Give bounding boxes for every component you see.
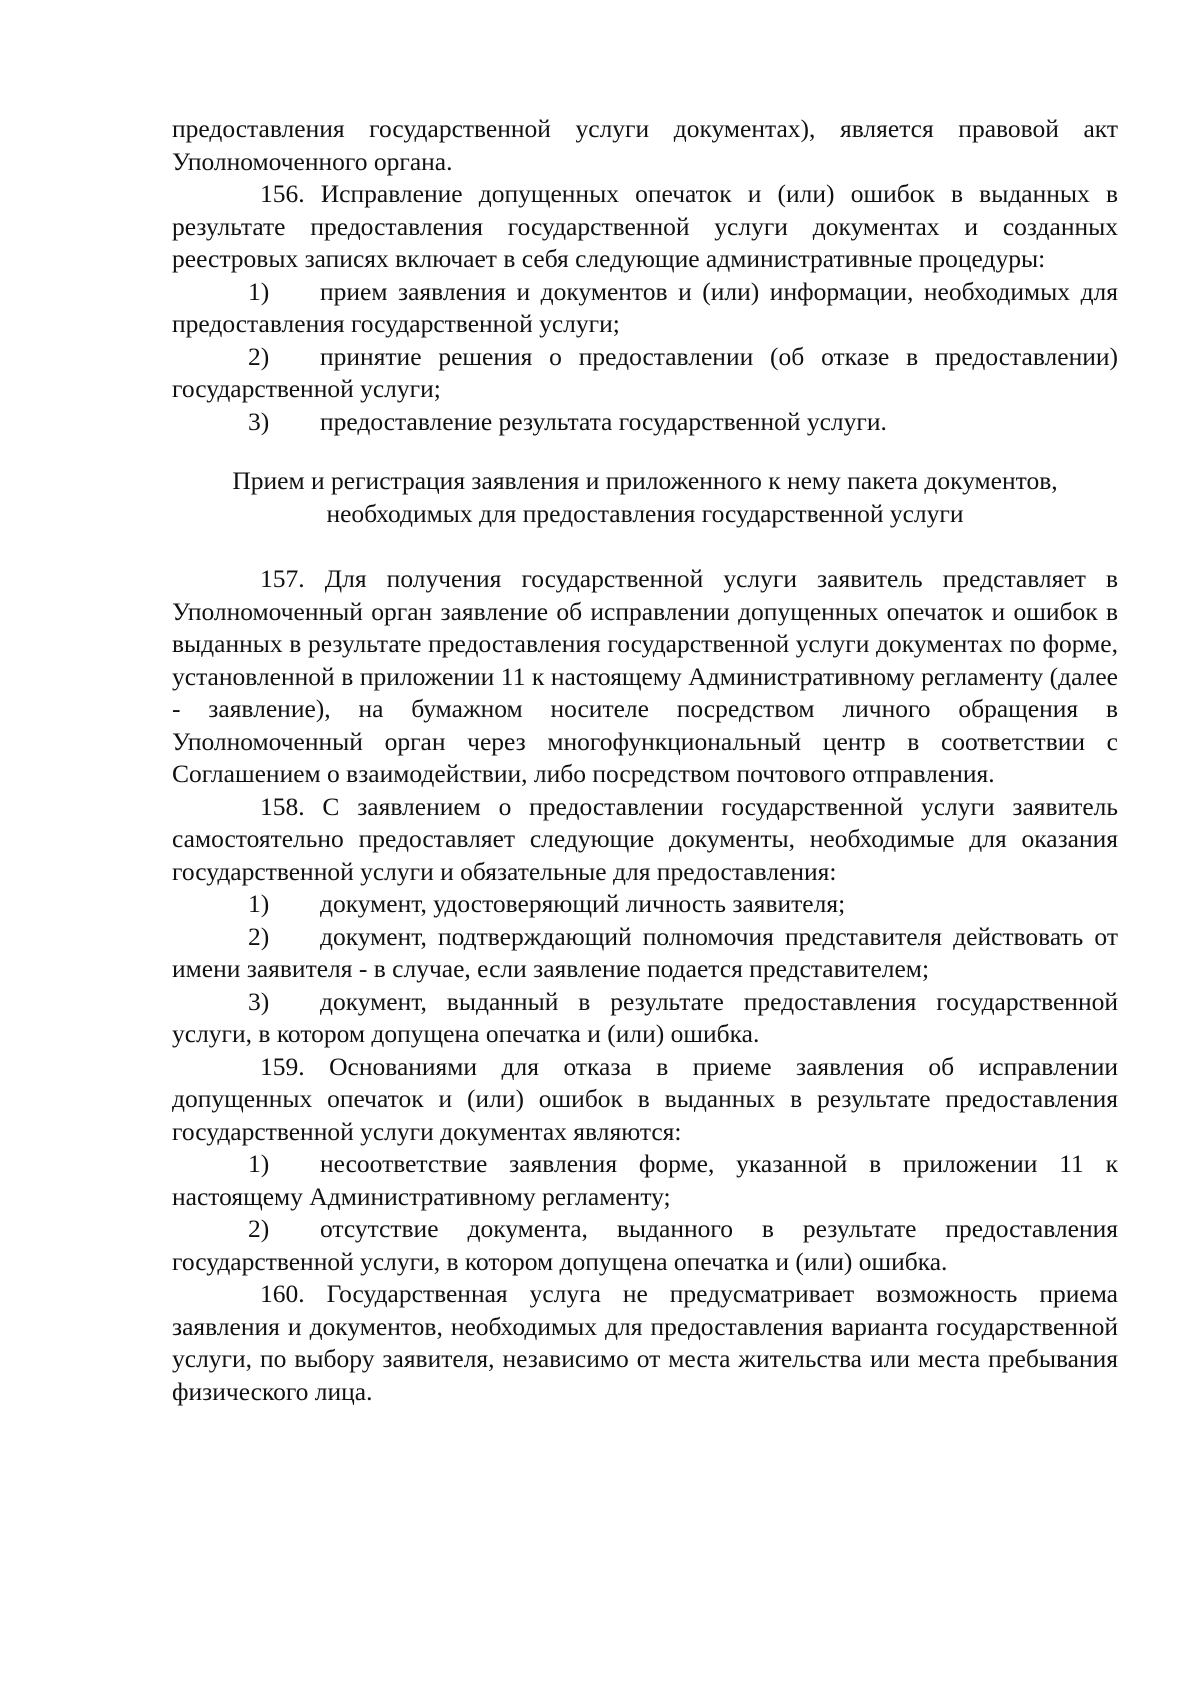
list-item: [172, 406, 1118, 439]
list-item-number: 1): [248, 276, 270, 306]
section-heading: [172, 465, 1118, 530]
list-item: [172, 1213, 1118, 1278]
list-item-text: принятие решения о предоставлении (об отказе в предоставлении) государственной услуги;: [172, 341, 1118, 403]
paragraph-156: 156. Исправление допущенных опечаток и (или) ошибок в выданных в результате предоставления государственной услуги документах и созданных реестровых записях включает в себя следующие административные процедуры:: [172, 179, 1118, 273]
list-item-text: документ, подтверждающий полномочия представителя действовать от имени заявителя - в случае, если заявление подается представителем;: [172, 921, 1118, 983]
list-158: [172, 888, 1118, 1051]
list-item-text: отсутствие документа, выданного в результате предоставления государственной услуги, в котором допущена опечатка и (или) ошибка.: [172, 1214, 1118, 1276]
paragraph-intro: предоставления государственной услуги документах), является правовой акт Уполномоченного органа.: [172, 114, 1118, 176]
list-item: [172, 341, 1118, 406]
list-item-number: 2): [248, 921, 270, 951]
list-item: [172, 888, 1118, 921]
list-item-text: предоставление результата государственной услуги.: [320, 406, 887, 436]
paragraph-157: 157. Для получения государственной услуги заявитель представляет в Уполномоченный орган заявление об исправлении допущенных опечаток и ошибок в выданных в результате предоставления государственной услуги документах по форме, установленной в приложении 11 к настоящему Административному регламенту (далее - заявление), на бумажном носителе посредством личного обращения в Уполномоченный орган через многофункциональный центр в соответствии с Соглашением о взаимодействии, либо посредством почтового отправления.: [172, 564, 1118, 788]
paragraph-160: 160. Государственная услуга не предусматривает возможность приема заявления и документов, необходимых для предоставления варианта государственной услуги, по выбору заявителя, независимо от места жительства или места пребывания физического лица.: [172, 1279, 1118, 1406]
list-item: [172, 276, 1118, 341]
list-159: [172, 1148, 1118, 1278]
list-item-number: 3): [248, 406, 270, 436]
section-heading-line-2: необходимых для предоставления государственной услуги: [326, 498, 964, 528]
list-item-number: 3): [248, 986, 270, 1016]
list-item-text: документ, удостоверяющий личность заявителя;: [320, 889, 846, 918]
list-item-text: документ, выданный в результате предоставления государственной услуги, в котором допущена опечатка и (или) ошибка.: [172, 986, 1118, 1048]
document-page: [172, 113, 1118, 1408]
list-item-number: 2): [248, 1214, 270, 1243]
list-156: [172, 276, 1118, 439]
section-heading-line-1: Прием и регистрация заявления и приложенного к нему пакета документов,: [232, 466, 1058, 495]
list-item: [172, 986, 1118, 1051]
list-item-number: 1): [248, 1149, 270, 1178]
list-item-number: 2): [248, 341, 270, 371]
list-item-number: 1): [248, 889, 270, 918]
paragraph-159: 159. Основаниями для отказа в приеме заявления об исправлении допущенных опечаток и (или) ошибок в выданных в результате предоставления государственной услуги документах являются:: [172, 1051, 1118, 1146]
list-item: [172, 1148, 1118, 1213]
list-item-text: прием заявления и документов и (или) информации, необходимых для предоставления государственной услуги;: [172, 276, 1118, 338]
list-item: [172, 921, 1118, 986]
paragraph-158: 158. С заявлением о предоставлении государственной услуги заявитель самостоятельно предоставляет следующие документы, необходимые для оказания государственной услуги и обязательные для предоставления:: [172, 791, 1118, 886]
list-item-text: несоответствие заявления форме, указанной в приложении 11 к настоящему Административному регламенту;: [172, 1149, 1118, 1211]
